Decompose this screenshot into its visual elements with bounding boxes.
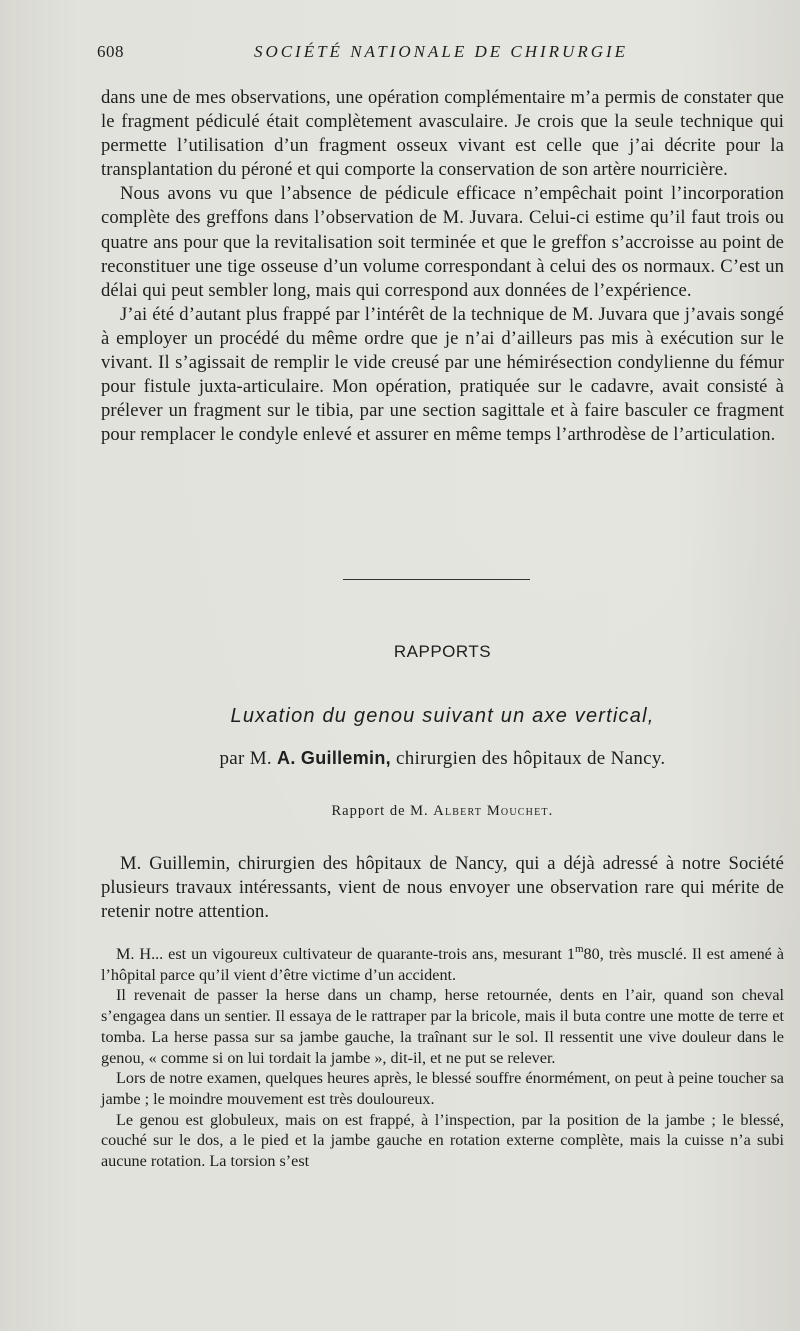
article-title: Luxation du genou suivant un axe vertical, [230,705,655,727]
report-prefix: Rapport de M. [331,803,434,819]
paragraph-juvara-graft: Nous avons vu que l’absence de pédicule efficace n’empêchait point l’incorporation complète des greffons dans l’observation de M. Juvara. Celui-ci estime qu’il faut trois ou quatre ans pour que la revitalisation soit terminée et que le greffon s’accroisse au point de reconstituer une tige osseuse d’un volume correspondant à celui des os normaux. C’est un délai qui peut sembler long, mais qui correspond aux données de l’expérience. [101,183,784,301]
paragraph-observation-knee: Le genou est globuleux, mais on est frappé, à l’inspection, par la position de la jambe ; le blessé, couché sur le dos, a le pied et la jambe gauche en rotation externe complète, mais la cuisse n’a subi aucune rotation. La torsion s’est [101,1110,784,1171]
intro-text [101,852,784,924]
reporter-name: Albert Mouchet. [433,803,554,819]
report-attribution [101,803,784,820]
continued-text [101,86,784,447]
section-heading: RAPPORTS [393,642,492,661]
observation-text-part: 80, très musclé. Il est amené à l’hôpital parce qu’il vient d’être victime d’un accident. [101,945,784,984]
byline-author: A. Guillemin, [277,748,391,768]
section-divider [343,579,530,580]
paragraph-observation-exam: Lors de notre examen, quelques heures après, le blessé souffre énormément, on peut à peine toucher sa jambe ; le moindre mouvement est très douloureux. [101,1069,784,1108]
article-byline [101,748,784,770]
paragraph-observation-patient [101,944,784,985]
observation-text [101,944,784,1172]
running-head [97,42,785,66]
page-number: 608 [97,42,124,61]
byline-suffix: chirurgien des hôpitaux de Nancy. [390,748,666,769]
journal-title: SOCIÉTÉ NATIONALE DE CHIRURGIE [253,42,629,61]
observation-text-part: M. H... est un vigoureux cultivateur de quarante-trois ans, mesurant 1 [116,945,575,963]
paragraph-continued: dans une de mes observations, une opération complémentaire m’a permis de constater que le fragment pédiculé était complètement avasculaire. Je crois que la seule technique qui permette l’utilisation d’un fragment osseux vivant est celle que j’ai décrite pour la transplantation du péroné et qui comporte la conservation de son artère nourricière. [101,87,784,181]
paragraph-observation-accident: Il revenait de passer la herse dans un champ, herse retournée, dents en l’air, quand son cheval s’engagea dans un sentier. Il essaya de le rattraper par la bricole, mais il buta contre une motte de terre et tomba. La herse passa sur sa jambe gauche, la traînant sur le sol. Il ressentit une vive douleur dans le genou, « comme si on lui tordait la jambe », dit-il, et ne put se relever. [101,986,784,1067]
unit-superscript: m [574,942,584,955]
byline-prefix: par M. [219,748,278,769]
paragraph-author-procedure: J’ai été d’autant plus frappé par l’intérêt de la technique de M. Juvara que j’avais songé à employer un procédé du même ordre que je n’ai d’ailleurs pas mis à exécution sur le vivant. Il s’agissait de remplir le vide creusé par une hémirésection condylienne du fémur pour fistule juxta-articulaire. Mon opération, pratiquée sur le cadavre, avait consisté à prélever un fragment sur le tibia, par une section sagittale et à faire basculer ce fragment pour remplacer le condyle enlevé et assurer en même temps l’arthrodèse de l’articulation. [101,303,784,446]
paragraph-intro: M. Guillemin, chirurgien des hôpitaux de Nancy, qui a déjà adressé à notre Société plusieurs travaux intéressants, vient de nous envoyer une observation rare qui mérite de retenir notre attention. [101,853,784,923]
